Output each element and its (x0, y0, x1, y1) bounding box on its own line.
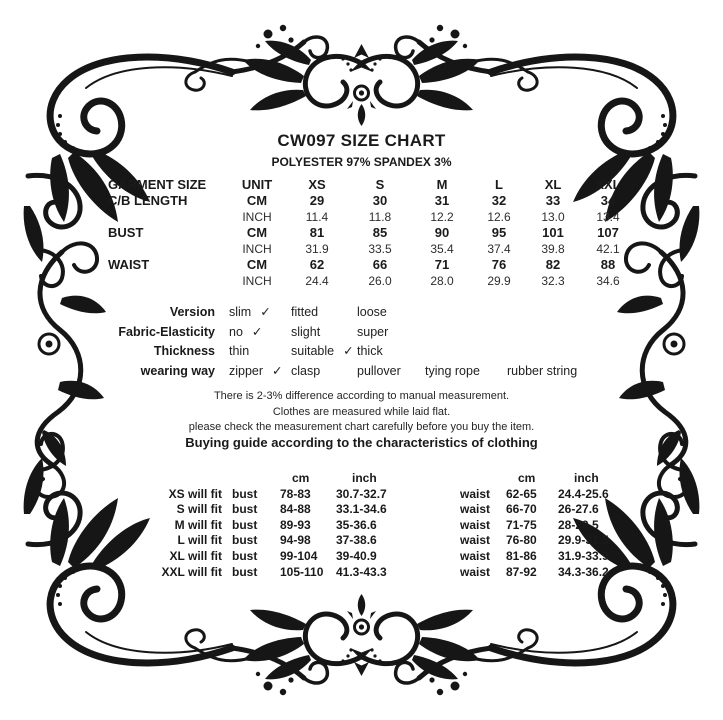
bust-inch: 39-40.9 (336, 548, 377, 563)
waist-inch: 24.4-25.6 (558, 486, 609, 501)
bust-inch: 30.7-32.7 (336, 486, 387, 501)
feature-option: thick (357, 344, 383, 358)
note-line: please check the measurement chart carefully before you buy the item. (188, 421, 535, 433)
feature-option: rubber string (507, 363, 578, 378)
value-cell: 66 (372, 257, 388, 272)
bust-inch: 41.3-43.3 (336, 564, 387, 579)
row-label: BUST (108, 225, 144, 240)
waist-label: waist (460, 564, 491, 579)
unit-cell: CM (246, 257, 268, 272)
size-table (100, 177, 636, 289)
bust-inch: 35-36.6 (336, 517, 377, 532)
value-cell: 35.4 (430, 242, 454, 256)
feature-option: thin (229, 344, 250, 358)
value-cell: 11.8 (368, 210, 392, 224)
column-header-cm: cm (292, 471, 310, 485)
feature-label: Fabric-Elasticity (118, 324, 215, 339)
buying-guide-table (146, 471, 638, 580)
value-cell: 76 (491, 257, 507, 272)
note-line: Clothes are measured while laid flat. (272, 405, 451, 418)
fabric-composition: POLYESTER 97% SPANDEX 3% (271, 155, 452, 169)
waist-cm: 66-70 (506, 502, 537, 517)
waist-inch: 29.9-31.5 (558, 533, 609, 548)
feature-option: slim ✓ (215, 303, 277, 323)
waist-label: waist (460, 548, 491, 563)
bust-label: bust (232, 548, 258, 563)
row-label: WAIST (108, 257, 150, 272)
value-cell: 31.9 (305, 242, 329, 256)
value-cell: 29 (309, 193, 325, 208)
feature-option: zipper ✓ (215, 362, 277, 382)
value-cell: 33.5 (368, 242, 392, 256)
feature-option: tying rope (425, 363, 480, 378)
bust-label: bust (232, 517, 258, 532)
value-cell: 107 (597, 225, 619, 240)
feature-option: slight (291, 324, 321, 339)
waist-cm: 71-75 (506, 517, 537, 532)
bust-label: bust (232, 533, 258, 548)
bust-cm: 89-93 (280, 517, 311, 532)
measurement-notes (0, 389, 723, 436)
check-icon: ✓ (343, 344, 354, 358)
guide-size-label: XXL will fit (161, 564, 222, 579)
waist-inch: 31.9-33.9 (558, 548, 609, 563)
size-table-header: M (436, 177, 448, 192)
value-cell: 42.1 (596, 242, 620, 256)
value-cell: 28.0 (430, 274, 454, 288)
waist-cm: 87-92 (506, 564, 537, 579)
value-cell: 26.0 (368, 274, 392, 288)
value-cell: 30 (372, 193, 388, 208)
feature-option: loose (357, 305, 387, 319)
guide-size-label: S will fit (176, 502, 222, 517)
guide-size-label: L will fit (177, 533, 222, 548)
feature-option: pullover (357, 363, 401, 378)
waist-inch: 28-29.5 (558, 517, 599, 532)
value-cell: 13.4 (596, 210, 620, 224)
unit-cell: CM (246, 225, 268, 240)
size-table-header: XS (308, 177, 326, 192)
row-label (100, 209, 228, 225)
value-cell: 24.4 (305, 274, 329, 288)
bust-label: bust (232, 486, 258, 501)
note-line: There is 2-3% difference according to manual measurement. (213, 390, 510, 402)
check-icon: ✓ (251, 324, 263, 339)
value-cell: 34 (600, 193, 616, 208)
feature-checklist (88, 303, 648, 381)
value-cell: 82 (545, 257, 561, 272)
unit-cell: INCH (242, 210, 272, 224)
value-cell: 71 (434, 257, 450, 272)
row-label (100, 241, 228, 257)
value-cell: 85 (372, 225, 388, 240)
waist-inch: 26-27.6 (558, 502, 599, 517)
feature-option: suitable ✓ (277, 342, 343, 362)
value-cell: 90 (434, 225, 450, 240)
value-cell: 37.4 (487, 242, 511, 256)
row-label (100, 273, 228, 289)
value-cell: 39.8 (541, 242, 565, 256)
feature-option: no ✓ (215, 323, 277, 343)
value-cell: 62 (309, 257, 325, 272)
bust-cm: 78-83 (280, 486, 311, 501)
check-icon: ✓ (272, 363, 283, 378)
guide-size-label: XL will fit (169, 548, 222, 563)
waist-label: waist (460, 533, 491, 548)
waist-label: waist (460, 517, 491, 532)
waist-inch: 34.3-36.2 (558, 564, 609, 579)
value-cell: 88 (600, 257, 616, 272)
feature-label: Thickness (153, 344, 215, 358)
check-icon: ✓ (260, 305, 271, 319)
value-cell: 12.6 (487, 210, 511, 224)
waist-label: waist (460, 502, 491, 517)
size-table-header: XXL (595, 177, 621, 192)
bust-label: bust (232, 502, 258, 517)
waist-cm: 76-80 (506, 533, 537, 548)
bust-inch: 37-38.6 (336, 533, 377, 548)
page-title: CW097 SIZE CHART (277, 131, 446, 150)
buying-guide-heading: Buying guide according to the characteristics of clothing (185, 435, 538, 450)
value-cell: 29.9 (487, 274, 511, 288)
value-cell: 11.4 (305, 210, 329, 224)
value-cell: 32 (491, 193, 507, 208)
value-cell: 81 (309, 225, 325, 240)
value-cell: 12.2 (430, 210, 454, 224)
size-table-header: UNIT (241, 177, 273, 192)
row-label: C/B LENGTH (108, 193, 188, 208)
value-cell: 13.0 (541, 210, 565, 224)
feature-label: Version (169, 305, 215, 319)
bust-label: bust (232, 564, 258, 579)
unit-cell: INCH (242, 242, 272, 256)
feature-option: clasp (291, 363, 321, 378)
column-header-cm: cm (518, 471, 536, 485)
feature-option: fitted (291, 305, 319, 319)
size-table-header: L (495, 177, 503, 192)
size-table-header: GARMENT SIZE (108, 177, 207, 192)
guide-size-label: XS will fit (168, 486, 222, 501)
bust-cm: 94-98 (280, 533, 311, 548)
bust-inch: 33.1-34.6 (336, 502, 387, 517)
waist-cm: 81-86 (506, 548, 537, 563)
bust-cm: 105-110 (280, 564, 324, 579)
column-header-inch: inch (574, 471, 599, 485)
guide-size-label: M will fit (174, 517, 222, 532)
value-cell: 101 (542, 225, 564, 240)
size-table-header: S (375, 177, 385, 192)
value-cell: 33 (545, 193, 561, 208)
feature-label: wearing way (140, 363, 215, 378)
value-cell: 31 (434, 193, 450, 208)
bust-cm: 99-104 (280, 548, 318, 563)
unit-cell: INCH (242, 274, 272, 288)
value-cell: 32.3 (541, 274, 565, 288)
bust-cm: 84-88 (280, 502, 311, 517)
waist-cm: 62-65 (506, 486, 537, 501)
size-table-header: XL (544, 177, 562, 192)
feature-option: super (357, 324, 389, 339)
waist-label: waist (460, 486, 491, 501)
value-cell: 34.6 (596, 274, 620, 288)
value-cell: 95 (491, 225, 507, 240)
unit-cell: CM (246, 193, 268, 208)
column-header-inch: inch (352, 471, 377, 485)
